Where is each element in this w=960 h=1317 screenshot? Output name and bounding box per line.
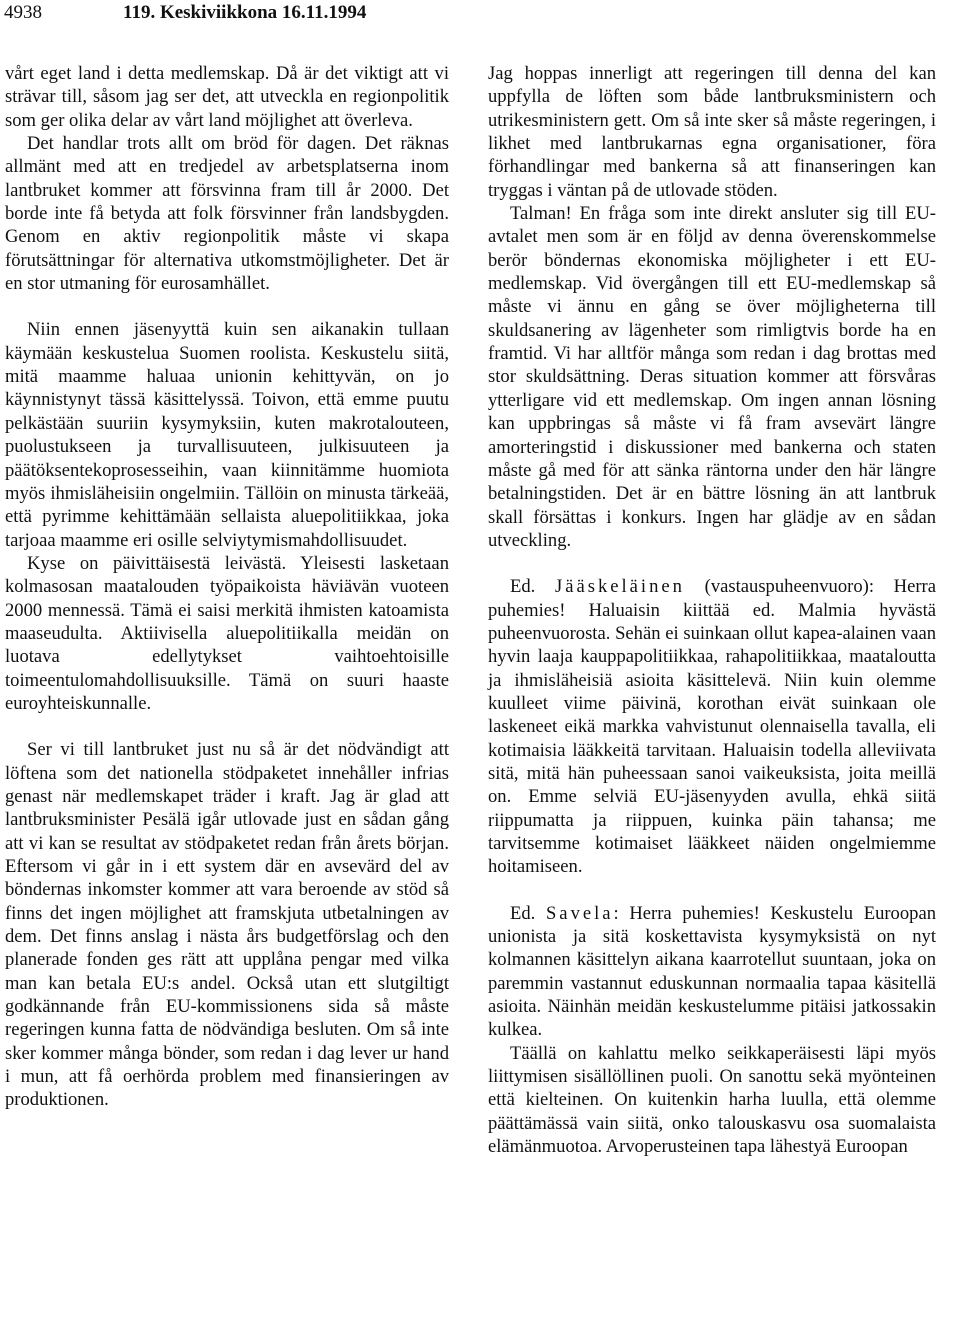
speaker-name: Jääskeläinen: [554, 576, 685, 598]
speech-paragraph: [488, 575, 936, 878]
paragraph: Ser vi till lantbruket just nu så är det nödvändigt att löftena som det nationella stödpaketet innehåller infrias genast när medlemskapet träder i kraft. Jag är glad att lantbruksminister Pesälä igår utlovade just en sådan gång att vi kan se resultat av stödpaketet redan från årets början. Eftersom vi går in i ett system där en avsevärd del av böndernas inkomster kommer att vara beroende av stöd så finns det ingen möjlighet att framskjuta utbetalningen av dem. Det finns anslag i nästa års budgetförslag och den planerade fonden ges rätt att upplåna pengar med vilka man kan betala EU:s andel. Också utan ett slutgiltigt godkännande från EU-kommissionens sida så måste regeringen kunna fatta de nödvändiga besluten. Om så inte sker kommer många bönder, som redan i dag lever ur hand i mun, att få oerhörda problem med finansieringen av produktionen.: [5, 739, 449, 1111]
session-title: 119. Keskiviikkona 16.11.1994: [123, 2, 367, 23]
speech-text: : Herra puhemies! Keskustelu Euroopan unionista ja sitä koskettavista kysymyksistä on nyt kolmannen käsittelyn aikana kaarrotellut suuntaan, joka on paremmin vastannut eduskunnan normaalia tapaa käsitellä asioita. Näinhän meidän keskustelumme pitäisi jatkossakin kulkea.: [488, 902, 937, 1041]
paragraph: vårt eget land i detta medlemskap. Då är det viktigt att vi strävar till, såsom jag ser det, att utveckla en regionpolitik som ger olika delar av vårt land möjlighet att överleva.: [5, 63, 449, 131]
paragraph: Kyse on päivittäisestä leivästä. Yleisesti lasketaan kolmasosan maatalouden työpaikoista häviävän vuoteen 2000 mennessä. Tämä ei saisi merkitä ihmisten katoamista maaseudulta. Aktiivisella aluepolitiikalla meidän on luotava edellytykset vaihtoehtoisille toimeentulomahdollisuuksille. Tämä on suuri haaste euroyhteiskunnalle.: [5, 552, 449, 714]
paragraph: Täällä on kahlattu melko seikkaperäisesti läpi myös liittymisen sisällöllinen puoli. On sanottu sekä myönteinen että kielteinen. On kuitenkin harha luulla, että olemme päättämässä vain siitä, onko talouskasvu osa suomalaista elämänmuotoa. Arvoperusteinen tapa lähestyä Euroopan: [488, 1042, 936, 1158]
speech-paragraph: [488, 902, 936, 1042]
right-column: [488, 62, 936, 1158]
speaker-name: Savela: [545, 902, 614, 924]
paragraph: Talman! En fråga som inte direkt ansluter sig till EU-avtalet men som är en följd av denna överenskommelse berör böndernas ekonomiska möjligheter i ett EU-medlemskap. Vid övergången till ett EU-medlemskap så måste vi ännu en gång se över möjligheterna till skuldsanering av lägenheter som rimligtvis borde ha en framtid. Vi har alltför många som redan i dag brottas med stor skuldsättning. Deras situation kommer att försvåras ytterligare vid ett medlemskap. Om ingen annan lösning kan uppbringas så måste vi få fram avsevärt längre amorteringstid i diskussioner med bankerna och staten måste gå med för att sänka räntorna under den här längre betalningstiden. Det är en bättre lösning än att lantbruk skall försättas i konkurs. Ingen har glädje av en sådan utveckling.: [488, 203, 936, 551]
left-column: [5, 62, 449, 1112]
paragraph: Det handlar trots allt om bröd för dagen. Det räknas allmänt med att en tredjedel av arbetsplatserna inom lantbruket kommer att försvinna fram till år 2000. Det borde inte få betyda att folk försvinner från landsbygden. Genom en aktiv regionpolitik måste vi skapa förutsättningar för alternativa utkomstmöjligheter. Det är en stor utmaning för eurosamhället.: [5, 133, 449, 295]
page-number: 4938: [4, 2, 42, 23]
paragraph: Niin ennen jäsenyyttä kuin sen aikanakin tullaan käymään keskustelua Suomen roolista. Keskustelu siitä, mitä maamme haluaa unionin kehittyvän, on jo käynnistynyt tässä käsittelyssä. Toivon, että emme puutu pelkästään suuriin kysymyksiin, kuten makrotalouteen, puolustukseen ja turvallisuuteen, julkisuuteen ja päätöksentekoprosesseihin, vaan kiinnitämme huomiota myös ihmisläheisiin ongelmiin. Tällöin on minusta tärkeää, että pyrimme kehittämään sellaista aluepolitiikkaa, joka tarjoaa maamme eri osille selviytymismahdollisuudet.: [5, 319, 449, 551]
speaker-prefix: Ed.: [510, 902, 546, 924]
page-header: [4, 2, 954, 28]
paragraph: Jag hoppas innerligt att regeringen till denna del kan uppfylla de löften som både lantbruksministern och utrikesministern gett. Om så inte sker så måste regeringen, i likhet med lantbrukarnas egna organisationer, föra förhandlingar med bankerna så att finanseringen kan tryggas i väntan på de utlovade stöden.: [488, 63, 936, 201]
speech-text: (vastauspuheenvuoro): Herra puhemies! Haluaisin kiittää ed. Malmia hyvästä puheenvuorosta. Sehän ei suinkaan ollut kapea-alainen vaan hyvin laaja kauppapolitiikkaa, rahapolitiikkaa, maataloutta ja ihmisläheisiä asioita käsittelevä. Niin kuin olemme kuulleet viime päivinä, korothan eivät suinkaan ole laskeneet eikä markka vahvistunut olennaisella tavalla, eli kotimaisia lääkkeitä tarvitaan. Haluaisin todella alleviivata sitä, mitä hän puheessaan sanoi vaikeuksista, joita meillä on. Emme selviä EU-jäsenyyden avulla, ehkä siitä riippumatta ja riippuen, kuinka päin tahansa; me tarvitsemme kotimaiset lääkkeet näiden ongelmiemme hoitamiseen.: [488, 576, 936, 878]
speaker-prefix: Ed.: [510, 576, 555, 598]
